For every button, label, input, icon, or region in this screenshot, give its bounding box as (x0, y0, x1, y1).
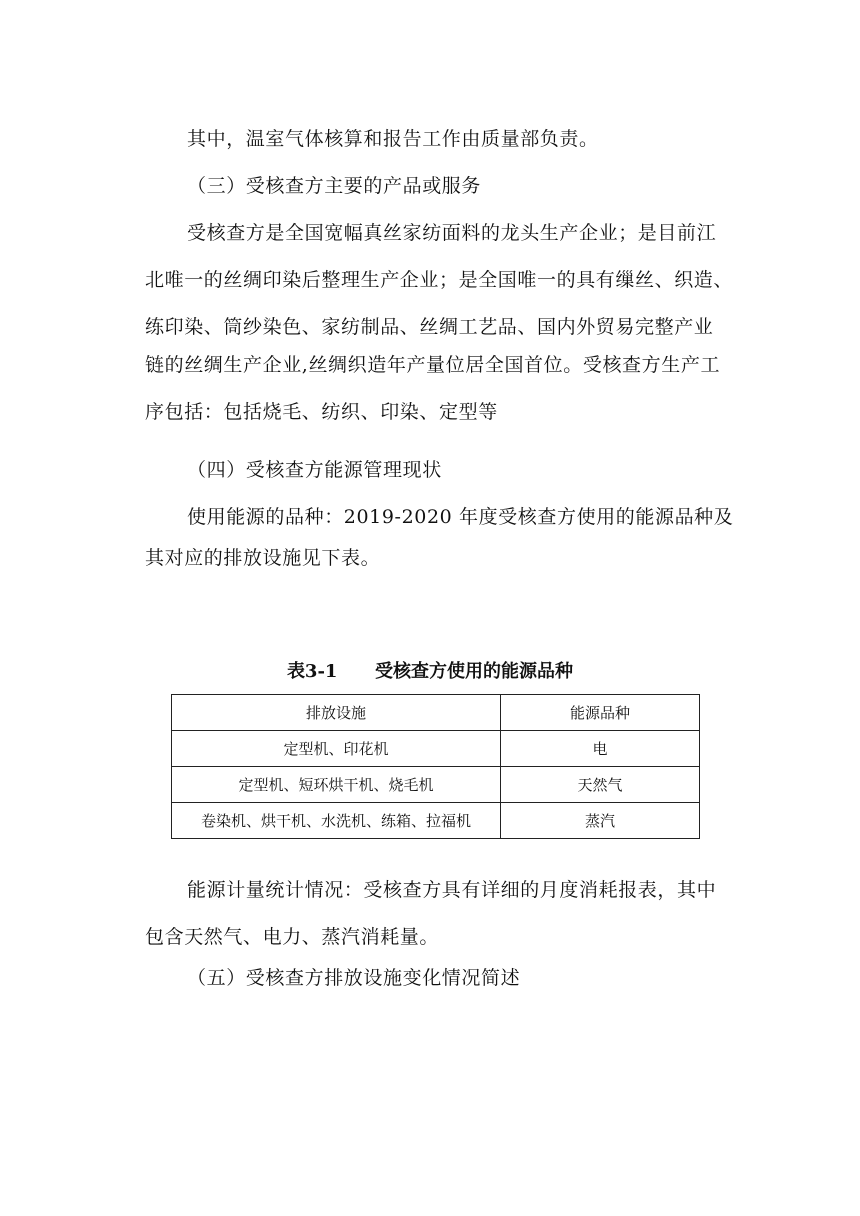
section-heading-facility-changes: （五）受核查方排放设施变化情况简述 (187, 967, 521, 989)
table-row (172, 767, 700, 803)
table-cell-energy-type: 天然气 (501, 767, 700, 803)
section-heading-energy-management: （四）受核查方能源管理现状 (187, 459, 442, 481)
table-cell-energy-type: 蒸汽 (501, 803, 700, 839)
paragraph-energy-types-line-2: 其对应的排放设施见下表。 (145, 547, 381, 569)
table-row (172, 803, 700, 839)
table-header-facility: 排放设施 (172, 695, 501, 731)
table-cell-energy-type: 电 (501, 731, 700, 767)
paragraph-products-line-1: 受核查方是全国宽幅真丝家纺面料的龙头生产企业；是目前江 (187, 222, 717, 244)
table-cell-facility: 定型机、短环烘干机、烧毛机 (172, 767, 501, 803)
table-cell-facility: 卷染机、烘干机、水洗机、练箱、拉福机 (172, 803, 501, 839)
table-header-energy-type: 能源品种 (501, 695, 700, 731)
paragraph-energy-metering-line-2: 包含天然气、电力、蒸汽消耗量。 (145, 926, 440, 948)
paragraph-products-line-2: 北唯一的丝绸印染后整理生产企业；是全国唯一的具有缫丝、织造、 (145, 269, 734, 291)
table-row (172, 731, 700, 767)
energy-types-table (171, 694, 700, 839)
paragraph-products-line-4: 链的丝绸生产企业,丝绸织造年产量位居全国首位。受核查方生产工 (145, 354, 721, 376)
table-header-row (172, 695, 700, 731)
paragraph-responsibility: 其中，温室气体核算和报告工作由质量部负责。 (187, 128, 599, 150)
table-cell-facility: 定型机、印花机 (172, 731, 501, 767)
paragraph-products-line-3: 练印染、筒纱染色、家纺制品、丝绸工艺品、国内外贸易完整产业 (145, 316, 714, 338)
paragraph-energy-metering-line-1: 能源计量统计情况：受核查方具有详细的月度消耗报表，其中 (187, 879, 717, 901)
paragraph-energy-types-line-1: 使用能源的品种：2019-2020 年度受核查方使用的能源品种及 (187, 506, 734, 528)
table-caption: 表3-1 受核查方使用的能源品种 (286, 661, 574, 682)
paragraph-products-line-5: 序包括：包括烧毛、纺织、印染、定型等 (145, 401, 498, 423)
section-heading-products: （三）受核查方主要的产品或服务 (187, 175, 482, 197)
